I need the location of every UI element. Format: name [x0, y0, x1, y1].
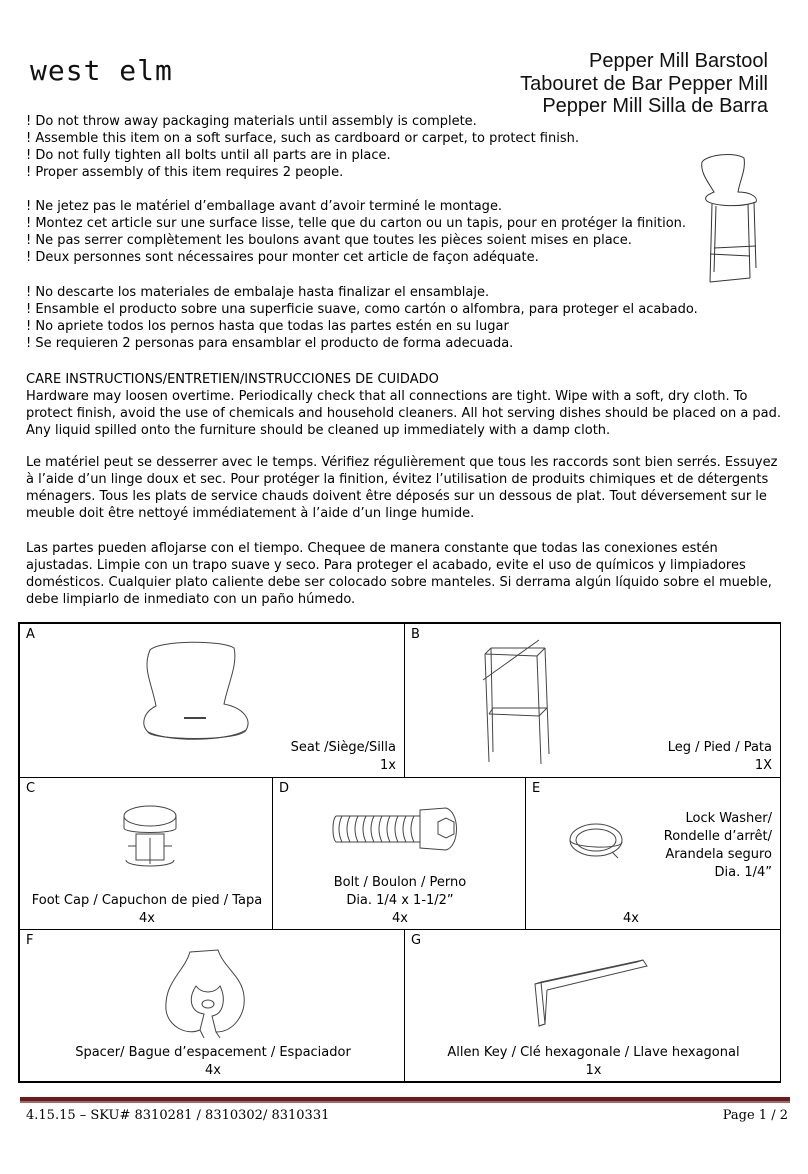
part-qty: 1x	[380, 758, 396, 773]
foot-cap-icon	[110, 798, 190, 878]
warning-line: ! Deux personnes sont nécessaires pour monter cet article de façon adéquate.	[26, 250, 539, 265]
part-label	[668, 739, 772, 775]
seat-icon	[130, 638, 260, 758]
title-es: Pepper Mill Silla de Barra	[542, 95, 768, 117]
warnings-french	[26, 198, 786, 266]
title-fr: Tabouret de Bar Pepper Mill	[520, 72, 768, 95]
part-name: Bolt / Boulon / Perno	[333, 875, 467, 890]
part-cell-g	[404, 929, 781, 1082]
part-label	[20, 1044, 406, 1080]
part-qty: 4x	[392, 911, 408, 926]
product-titles	[520, 50, 768, 118]
part-letter: D	[279, 781, 290, 796]
part-name: Rondelle d’arrêt/	[663, 829, 772, 844]
warning-line: ! Do not throw away packaging materials until assembly is complete.	[26, 114, 477, 129]
part-qty: 4x	[623, 911, 639, 926]
care-text-en: Hardware may loosen overtime. Periodically check that all connections are tight. Wipe with a soft, dry cloth. To protect finish, avoid the use of chemicals and household cleaners. All hot serving dishes should be placed on a pad. Any liquid spilled onto the furniture should be cleaned up immediately with a damp cloth.	[26, 389, 782, 438]
warning-line: ! No apriete todos los pernos hasta que todas las partes estén en su lugar	[26, 319, 509, 334]
lock-washer-icon	[566, 818, 626, 868]
warnings-english	[26, 113, 786, 181]
part-cell-b	[404, 623, 781, 778]
care-instructions-english	[26, 371, 786, 439]
spacer-icon	[160, 942, 250, 1042]
part-dimension: Dia. 1/4 x 1-1/2”	[346, 893, 454, 908]
warning-line: ! Assemble this item on a soft surface, such as cardboard or carpet, to protect finish.	[26, 131, 579, 146]
care-instructions-french	[26, 454, 786, 522]
care-text-es: Las partes pueden aflojarse con el tiempo. Chequee de manera constante que todas las conexiones estén ajustadas. Limpie con un trapo suave y seco. Para proteger el acabado, evite el uso de químicos y limpiadores domésticos. Cualquier plato caliente debe ser colocado sobre manteles. Si derrama algún líquido sobre el mueble, debe limpiarlo de inmediato con un paño húmedo.	[26, 541, 772, 607]
warnings-spanish	[26, 284, 786, 352]
part-name: Allen Key / Clé hexagonale / Llave hexagonal	[447, 1045, 740, 1060]
warning-line: ! Proper assembly of this item requires 2 people.	[26, 165, 344, 180]
part-name: Foot Cap / Capuchon de pied / Tapa	[31, 893, 263, 908]
footer-page-number: Page 1 / 2	[722, 1108, 788, 1123]
part-letter: A	[26, 627, 35, 642]
part-cell-c	[19, 777, 273, 930]
barstool-illustration	[690, 150, 770, 290]
part-name: Leg / Pied / Pata	[667, 740, 772, 755]
part-letter: F	[26, 933, 34, 948]
part-name: Spacer/ Bague d’espacement / Espaciador	[75, 1045, 351, 1060]
parts-table	[18, 622, 781, 1083]
warning-line: ! Se requieren 2 personas para ensamblar el producto de forma adecuada.	[26, 336, 514, 351]
part-cell-e	[525, 777, 781, 930]
part-letter: B	[411, 627, 420, 642]
part-dimension: Dia. 1/4”	[714, 865, 772, 880]
warning-line: ! Montez cet article sur une surface lisse, telle que du carton ou un tapis, pour en protéger la finition.	[26, 216, 687, 231]
warning-line: ! No descarte los materiales de embalaje hasta finalizar el ensamblaje.	[26, 285, 490, 300]
title-en: Pepper Mill Barstool	[589, 50, 768, 72]
part-letter: G	[411, 933, 422, 948]
part-label	[273, 874, 527, 928]
leg-frame-icon	[475, 634, 565, 769]
part-letter: E	[532, 781, 541, 796]
warning-line: ! Ensamble el producto sobre una superficie suave, como cartón o alfombra, para proteger el acabado.	[26, 302, 698, 317]
part-name: Lock Washer/	[685, 811, 772, 826]
footer-divider	[20, 1097, 790, 1103]
part-qty: 4x	[205, 1063, 221, 1078]
part-qty: 1x	[585, 1063, 602, 1078]
care-text-fr: Le matériel peut se desserrer avec le temps. Vérifiez régulièrement que tous les raccords sont bien serrés. Essuyez à l’aide d’un linge doux et sec. Pour protéger la finition, évitez l’utilisation de produits chimiques et de détergents ménagers. Tous les plats de service chauds doivent être déposés sur un dessous de plat. Tout déversement sur le meuble doit être nettoyé immédiatement à l’aide d’un linge humide.	[26, 455, 778, 521]
part-name: Seat /Siège/Silla	[290, 740, 396, 755]
warning-line: ! Ne jetez pas le matériel d’emballage avant d’avoir terminé le montage.	[26, 199, 503, 214]
part-qty: 4x	[139, 911, 155, 926]
brand-logo: west elm	[30, 54, 173, 87]
warning-line: ! Do not fully tighten all bolts until all parts are in place.	[26, 148, 391, 163]
care-heading: CARE INSTRUCTIONS/ENTRETIEN/INSTRUCCIONES DE CUIDADO	[26, 372, 439, 387]
part-label	[20, 892, 274, 928]
bolt-icon	[328, 804, 468, 854]
part-label	[664, 810, 772, 882]
allen-key-icon	[525, 954, 655, 1034]
part-cell-f	[19, 929, 405, 1082]
warning-line: ! Ne pas serrer complètement les boulons avant que toutes les pièces soient mises en place.	[26, 233, 632, 248]
care-instructions-spanish	[26, 540, 786, 608]
part-label	[291, 739, 396, 775]
part-letter: C	[26, 781, 36, 796]
part-qty: 1X	[754, 758, 772, 773]
part-cell-a	[19, 623, 405, 778]
part-cell-d	[272, 777, 526, 930]
part-label	[405, 1044, 782, 1080]
part-name: Arandela seguro	[665, 847, 772, 862]
footer-date-sku: 4.15.15 – SKU# 8310281 / 8310302/ 8310331	[26, 1108, 330, 1123]
